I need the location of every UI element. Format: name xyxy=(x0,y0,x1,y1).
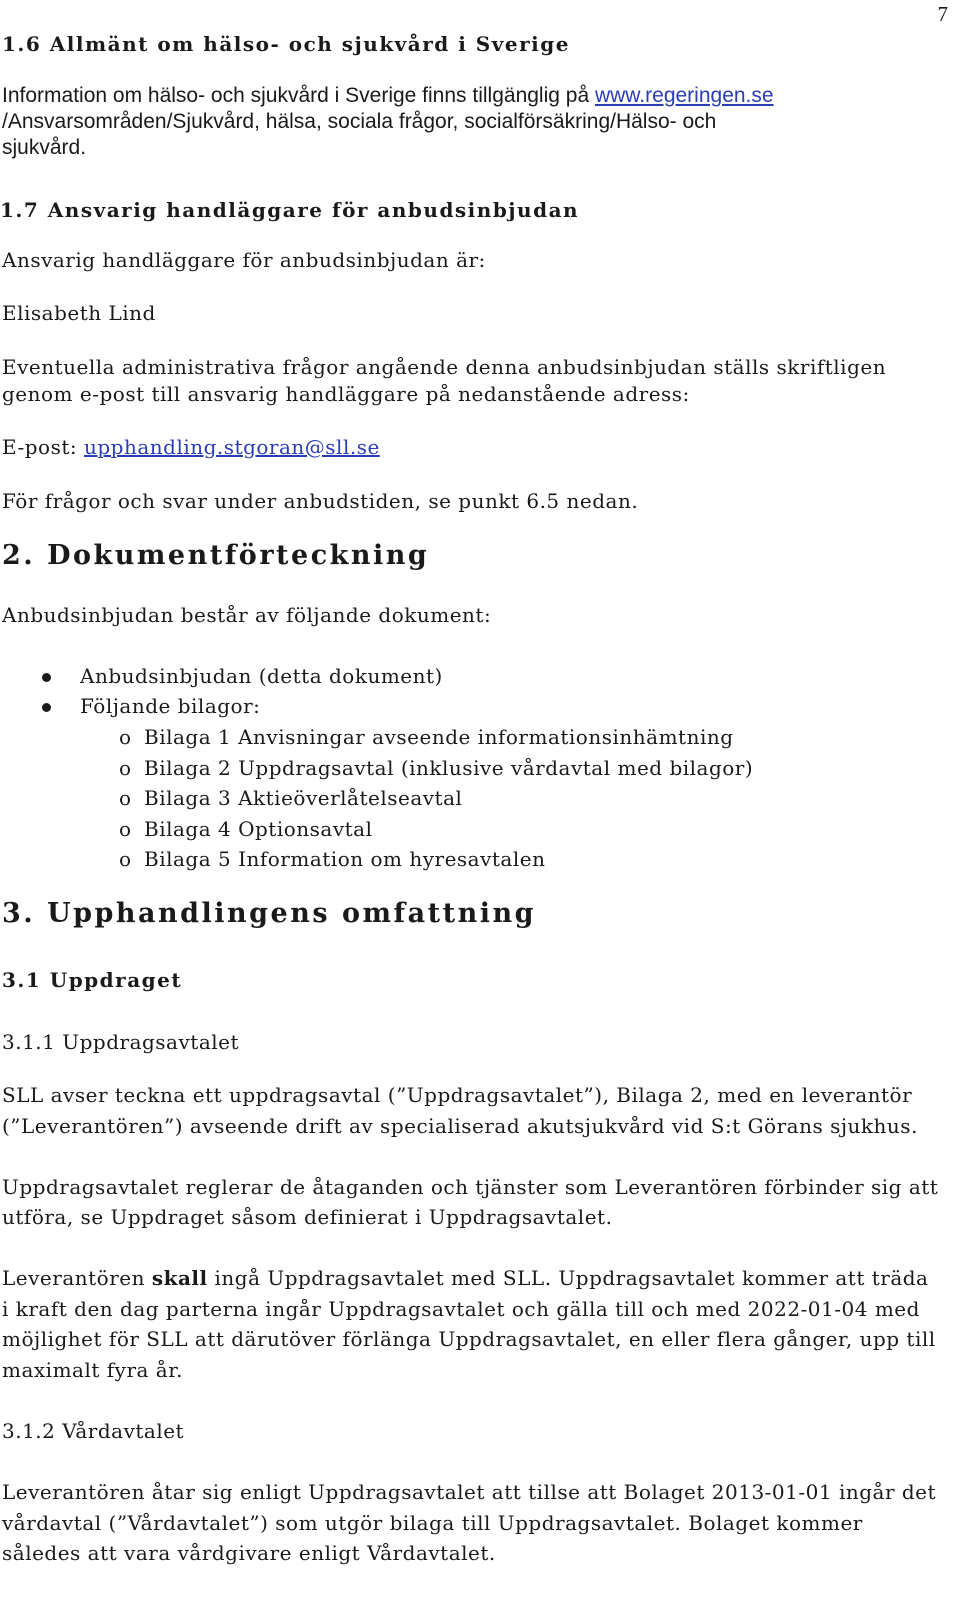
attachment-item-5: Bilaga 5 Information om hyresavtalen xyxy=(144,847,546,871)
paragraph-3-line-3: möjlighet för SLL att därutöver förlänga Uppdragsavtalet, en eller flera gånger, upp till xyxy=(2,1327,936,1351)
paragraph-4-line-1: Leverantören åtar sig enligt Uppdragsavtalet att tillse att Bolaget 2013-01-01 ingår det xyxy=(2,1480,937,1504)
handler-intro: Ansvarig handläggare för anbudsinbjudan är: xyxy=(2,248,486,272)
bullet-icon xyxy=(42,703,51,712)
section-3-1-1-heading: 3.1.1 Uppdragsavtalet xyxy=(2,1030,240,1054)
p3-text-a: Leverantören xyxy=(2,1266,152,1290)
paragraph-4-line-3: således att vara vårdgivare enligt Vårdavtalet. xyxy=(2,1541,496,1565)
document-list-intro: Anbudsinbjudan består av följande dokument: xyxy=(2,603,492,627)
paragraph-1-line-2: (”Leverantören”) avseende drift av specialiserad akutsjukvård vid S:t Görans sjukhus. xyxy=(2,1114,918,1138)
email-label: E-post: xyxy=(2,435,84,459)
email-link[interactable]: upphandling.stgoran@sll.se xyxy=(83,435,380,459)
sub-bullet-marker: o xyxy=(119,725,132,749)
bullet-item-1: Anbudsinbjudan (detta dokument) xyxy=(80,664,443,688)
section-3-1-heading: 3.1 Uppdraget xyxy=(2,968,183,992)
attachment-item-4: Bilaga 4 Optionsavtal xyxy=(144,817,373,841)
section-1-7-heading: 1.7 Ansvarig handläggare för anbudsinbjudan xyxy=(0,198,580,222)
sub-bullet-marker: o xyxy=(119,756,132,780)
section-3-heading: 3. Upphandlingens omfattning xyxy=(2,898,536,929)
bullet-icon xyxy=(42,673,51,682)
paragraph-3-line-1 xyxy=(2,1266,928,1290)
section-1-6-line-3: sjukvård. xyxy=(2,136,87,159)
paragraph-2-line-2: utföra, se Uppdraget såsom definierat i Uppdragsavtalet. xyxy=(2,1205,613,1229)
section-2-heading: 2. Dokumentförteckning xyxy=(2,540,430,571)
section-1-6-line-1 xyxy=(2,84,774,108)
attachment-item-3: Bilaga 3 Aktieöverlåtelseavtal xyxy=(144,786,463,810)
section-1-6-heading: 1.6 Allmänt om hälso- och sjukvård i Sverige xyxy=(2,32,570,56)
email-line xyxy=(2,435,380,459)
attachment-item-1: Bilaga 1 Anvisningar avseende informationsinhämtning xyxy=(144,725,734,749)
paragraph-3-line-2: i kraft den dag parterna ingår Uppdragsavtalet och gälla till och med 2022-01-04 med xyxy=(2,1297,920,1321)
section-3-1-2-heading: 3.1.2 Vårdavtalet xyxy=(2,1419,185,1443)
paragraph-4-line-2: vårdavtal (”Vårdavtalet”) som utgör bilaga till Uppdragsavtalet. Bolaget kommer xyxy=(2,1511,863,1535)
bullet-item-2: Följande bilagor: xyxy=(80,694,261,718)
paragraph-1-line-1: SLL avser teckna ett uppdragsavtal (”Uppdragsavtalet”), Bilaga 2, med en leverantör xyxy=(2,1083,913,1107)
paragraph-2-line-1: Uppdragsavtalet reglerar de åtaganden och tjänster som Leverantören förbinder sig att xyxy=(2,1175,939,1199)
handler-name: Elisabeth Lind xyxy=(2,301,156,325)
info-text: Information om hälso- och sjukvård i Sverige finns tillgänglig på xyxy=(2,84,595,107)
attachment-item-2: Bilaga 2 Uppdragsavtal (inklusive vårdavtal med bilagor) xyxy=(144,756,754,780)
page-number: 7 xyxy=(937,2,948,26)
p3-emphasis: skall xyxy=(151,1266,208,1290)
p3-text-b: ingå Uppdragsavtalet med SLL. Uppdragsavtalet kommer att träda xyxy=(207,1266,929,1290)
sub-bullet-marker: o xyxy=(119,847,132,871)
qa-note: För frågor och svar under anbudstiden, se punkt 6.5 nedan. xyxy=(2,489,639,513)
section-1-6-line-2: /Ansvarsområden/Sjukvård, hälsa, sociala frågor, socialförsäkring/Hälso- och xyxy=(2,110,717,133)
admin-questions-line-2: genom e-post till ansvarig handläggare på nedanstående adress: xyxy=(2,382,690,406)
regeringen-link[interactable]: www.regeringen.se xyxy=(594,84,774,107)
admin-questions-line-1: Eventuella administrativa frågor angående denna anbudsinbjudan ställs skriftligen xyxy=(2,355,887,379)
sub-bullet-marker: o xyxy=(119,786,132,810)
sub-bullet-marker: o xyxy=(119,817,132,841)
paragraph-3-line-4: maximalt fyra år. xyxy=(2,1358,183,1382)
